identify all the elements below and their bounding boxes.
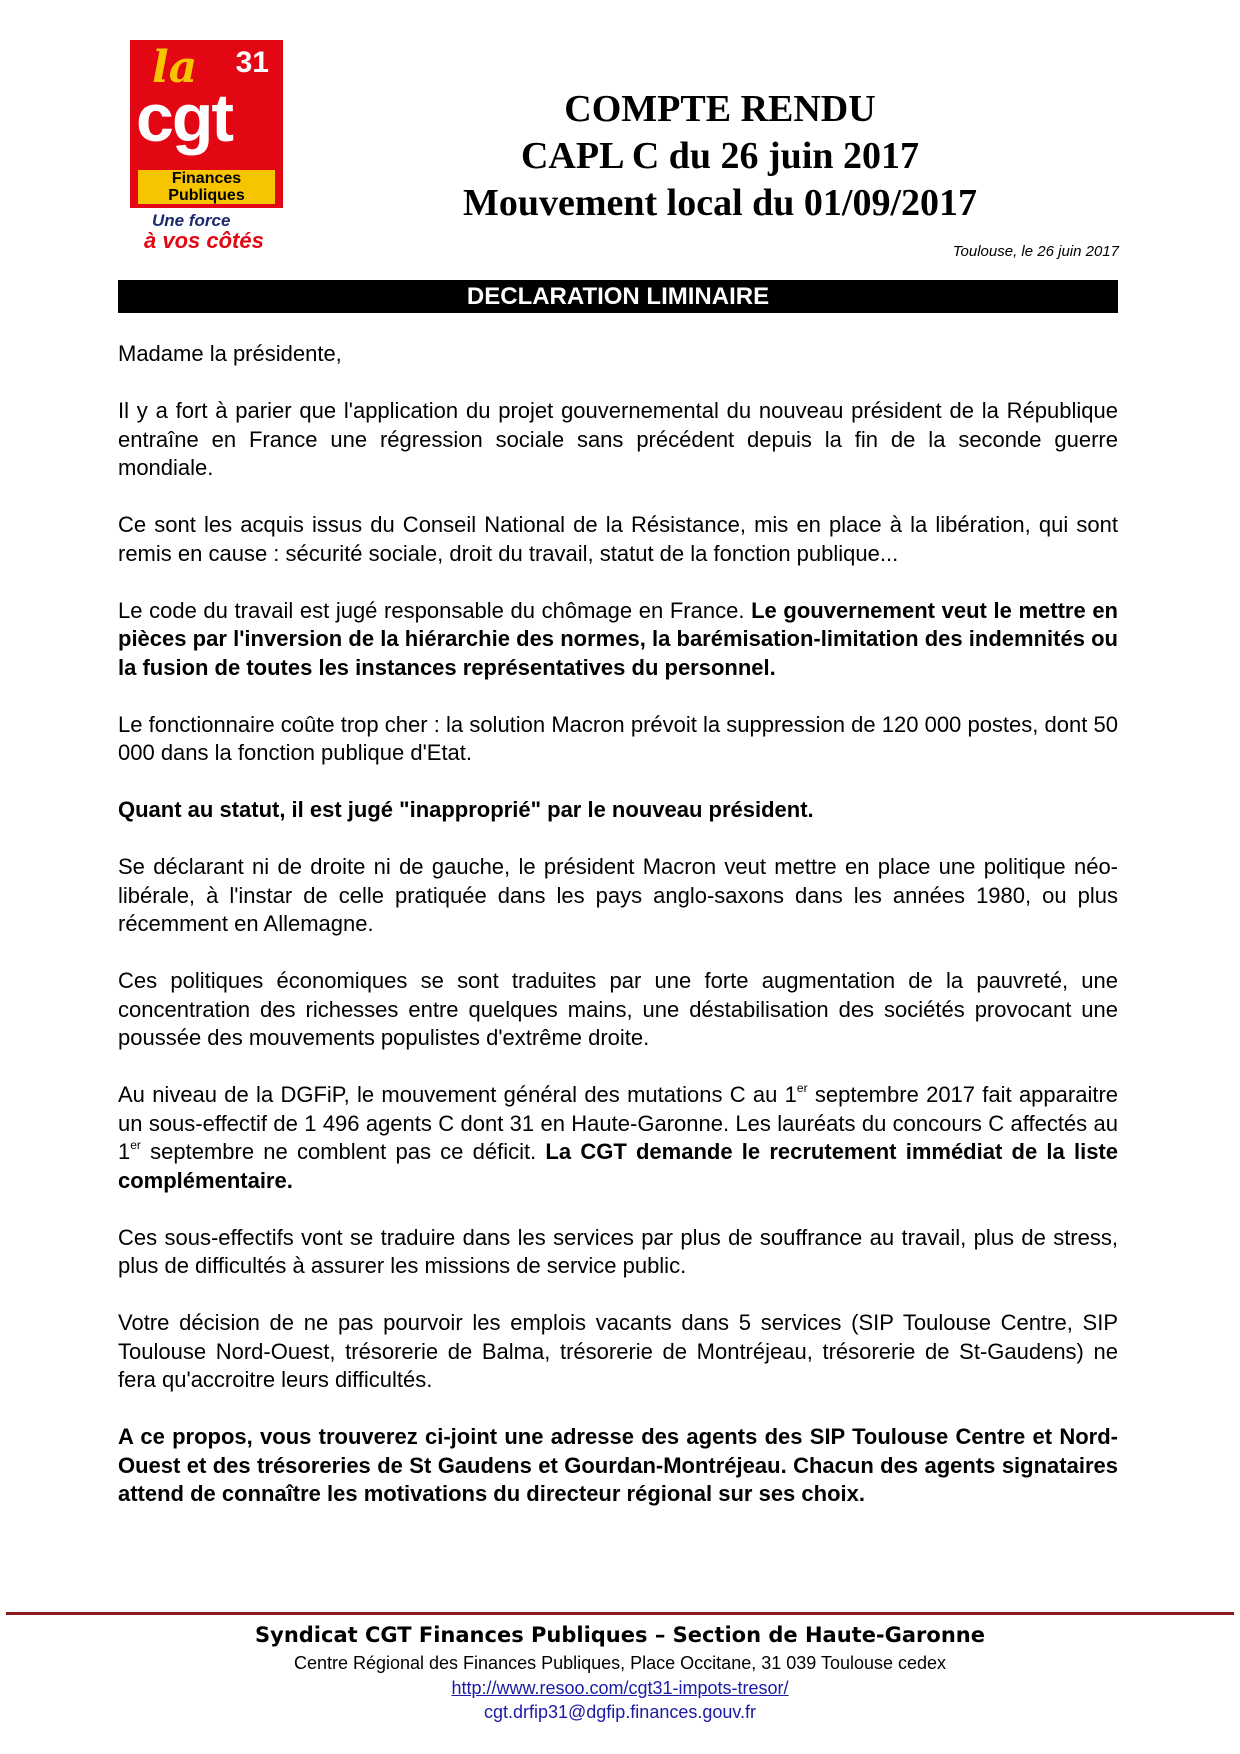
paragraph-1: Il y a fort à parier que l'application du projet gouvernemental du nouveau président de la République entraîne en France une régression sociale sans précédent depuis la fin de la seconde guerre mondiale. [118,398,1118,480]
paragraph-11-bold: A ce propos, vous trouverez ci-joint une adresse des agents des SIP Toulouse Centre et Nord-Ouest et des trésoreries de St Gaudens et Gourdan-Montréjeau. Chacun des agents signataires attend de connaître les motivations du directeur régional sur ses choix. [118,1424,1118,1506]
paragraph-6: Se déclarant ni de droite ni de gauche, le président Macron veut mettre en place une politique néo-libérale, à l'instar de celle pratiquée dans les pays anglo-saxons dans les années 1980, ou plus récemment en Allemagne. [118,854,1118,936]
logo-cgt: cgt [136,80,232,156]
paragraph-5 [118,796,1118,825]
ordinal-suffix: er [130,1138,141,1152]
logo-line1: Finances [171,170,242,187]
document-title [420,86,1020,227]
paragraph-8-bold: La CGT demande le recrutement immédiat de la liste complémentaire. [118,1139,1118,1193]
paragraph-4: Le fonctionnaire coûte trop cher : la solution Macron prévoit la suppression de 120 000 postes, dont 50 000 dans la fonction publique d'Etat. [118,711,1118,765]
ordinal-suffix: er [796,1081,808,1095]
paragraph-8 [118,1081,1118,1195]
dateline: Toulouse, le 26 juin 2017 [952,243,1119,260]
section-banner: DECLARATION LIMINAIRE [118,280,1118,313]
paragraph-2: Ce sont les acquis issus du Conseil National de la Résistance, mis en place à la libération, qui sont remis en cause : sécurité sociale, droit du travail, statut de la fonction publique... [118,512,1118,566]
paragraph-3-bold: Le gouvernement veut le mettre en pièces par l'inversion de la hiérarchie des normes, la barémisation-limitation des indemnités ou la fusion de toutes les instances représentatives du personnel. [118,597,1118,680]
paragraph-3-text: Le code du travail est jugé responsable du chômage en France. [118,597,752,623]
title-line-3: Mouvement local du 01/09/2017 [462,182,978,224]
logo-line2: Publiques [168,187,245,204]
paragraph-8-a: Au niveau de la DGFiP, le mouvement général des mutations C au 1 [118,1082,797,1107]
paragraph-3 [118,597,1118,683]
logo-band [138,170,275,204]
footer-email[interactable]: cgt.drfip31@dgfip.finances.gouv.fr [483,1702,757,1722]
tagline-line1: Une force [152,211,231,230]
logo-la: la [152,42,198,93]
paragraph-5-bold: Quant au statut, il est jugé "inapproprié" par le nouveau président. [118,797,814,822]
paragraph-11 [118,1423,1118,1509]
tagline-line2: à vos côtés [144,228,264,253]
salutation: Madame la présidente, [118,341,342,366]
document-body [118,340,1118,1537]
footer-rule [6,1612,1234,1615]
paragraph-10: Votre décision de ne pas pourvoir les emplois vacants dans 5 services (SIP Toulouse Centre, SIP Toulouse Nord-Ouest, trésorerie de Balma, trésorerie de Montréjeau, trésorerie de St-Gaudens) ne fera qu'accroitre leurs difficultés. [118,1310,1118,1392]
title-line-1: COMPTE RENDU [564,88,876,130]
title-line-2: CAPL C du 26 juin 2017 [520,135,920,177]
logo-number: 31 [235,46,269,79]
paragraph-7: Ces politiques économiques se sont traduites par une forte augmentation de la pauvreté, une concentration des richesses entre quelques mains, une déstabilisation des sociétés provocant une poussée des mouvements populistes d'extrême droite. [118,968,1118,1050]
footer [0,1620,1240,1724]
footer-organization: Syndicat CGT Finances Publiques – Section de Haute-Garonne [255,1623,985,1647]
cgt-logo [130,40,283,208]
footer-website-link[interactable]: http://www.resoo.com/cgt31-impots-tresor/ [451,1678,789,1698]
paragraph-8-c: septembre ne comblent pas ce déficit. [140,1139,546,1164]
paragraph-8-b: septembre 2017 fait apparaitre un sous-effectif de 1 496 agents C dont 31 en Haute-Garonne. Les lauréats du concours C affectés au 1 [118,1082,1119,1164]
paragraph-9: Ces sous-effectifs vont se traduire dans les services par plus de souffrance au travail, plus de stress, plus de difficultés à assurer les missions de service public. [118,1224,1118,1278]
footer-address: Centre Régional des Finances Publiques, Place Occitane, 31 039 Toulouse cedex [293,1653,947,1673]
logo-tagline [140,212,290,252]
